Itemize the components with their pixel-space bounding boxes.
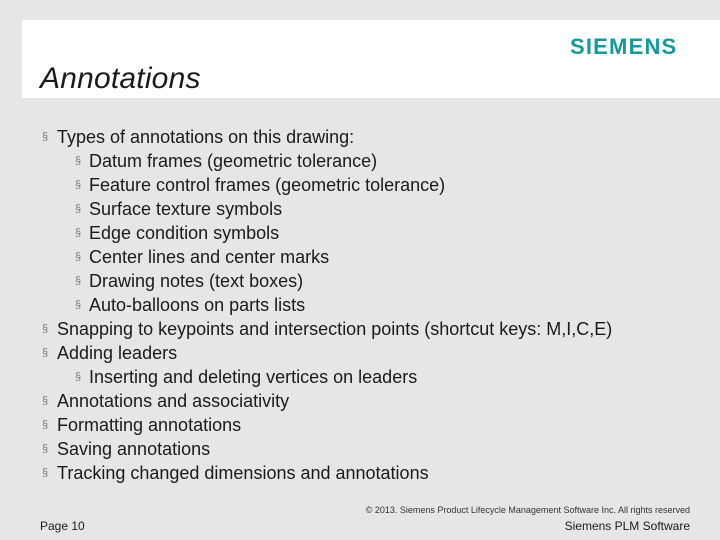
bullet-marker-icon: §: [75, 179, 82, 191]
bullet-marker-icon: §: [42, 467, 49, 479]
bullet-list: [42, 125, 612, 485]
sub-bullet-item: [42, 173, 612, 197]
bullet-item: [42, 461, 612, 485]
bullet-text: Center lines and center marks: [89, 247, 330, 267]
footer-brand: Siemens PLM Software: [564, 519, 690, 533]
bullet-text: Adding leaders: [57, 343, 178, 363]
sub-bullet-item: [42, 293, 612, 317]
bullet-text: Edge condition symbols: [89, 223, 280, 243]
slide-title: Annotations: [40, 62, 201, 96]
bullet-marker-icon: §: [75, 299, 82, 311]
bullet-text: Auto-balloons on parts lists: [89, 295, 306, 315]
bullet-item: [42, 125, 612, 149]
bullet-item: [42, 317, 612, 341]
sub-bullet-item: [42, 245, 612, 269]
bullet-text: Types of annotations on this drawing:: [57, 127, 355, 147]
sub-bullet-item: [42, 269, 612, 293]
sub-bullet-item: [42, 365, 612, 389]
bullet-marker-icon: §: [75, 203, 82, 215]
bullet-marker-icon: §: [42, 347, 49, 359]
bullet-marker-icon: §: [75, 227, 82, 239]
sub-bullet-item: [42, 221, 612, 245]
bullet-item: [42, 389, 612, 413]
siemens-logo: SIEMENS: [570, 34, 678, 59]
bullet-text: Annotations and associativity: [57, 391, 290, 411]
bullet-text: Formatting annotations: [57, 415, 242, 435]
bullet-text: Feature control frames (geometric tolerance): [89, 175, 446, 195]
bullet-marker-icon: §: [42, 395, 49, 407]
bullet-item: [42, 413, 612, 437]
bullet-marker-icon: §: [75, 275, 82, 287]
bullet-marker-icon: §: [42, 323, 49, 335]
bullet-item: [42, 341, 612, 365]
bullet-text: Surface texture symbols: [89, 199, 283, 219]
bullet-marker-icon: §: [75, 371, 82, 383]
bullet-text: Snapping to keypoints and intersection points (shortcut keys: M,I,C,E): [57, 319, 613, 339]
bullet-text: Drawing notes (text boxes): [89, 271, 304, 291]
bullet-text: Saving annotations: [57, 439, 211, 459]
sub-bullet-item: [42, 149, 612, 173]
sub-bullet-item: [42, 197, 612, 221]
bullet-marker-icon: §: [42, 419, 49, 431]
bullet-text: Tracking changed dimensions and annotations: [57, 463, 429, 483]
bullet-item: [42, 437, 612, 461]
page-number: Page 10: [40, 519, 85, 533]
bullet-text: Inserting and deleting vertices on leaders: [89, 367, 418, 387]
bullet-marker-icon: §: [42, 443, 49, 455]
bullet-marker-icon: §: [42, 131, 49, 143]
bullet-marker-icon: §: [75, 251, 82, 263]
bullet-text: Datum frames (geometric tolerance): [89, 151, 378, 171]
bullet-marker-icon: §: [75, 155, 82, 167]
copyright-notice: © 2013. Siemens Product Lifecycle Management Software Inc. All rights reserved: [365, 505, 690, 515]
